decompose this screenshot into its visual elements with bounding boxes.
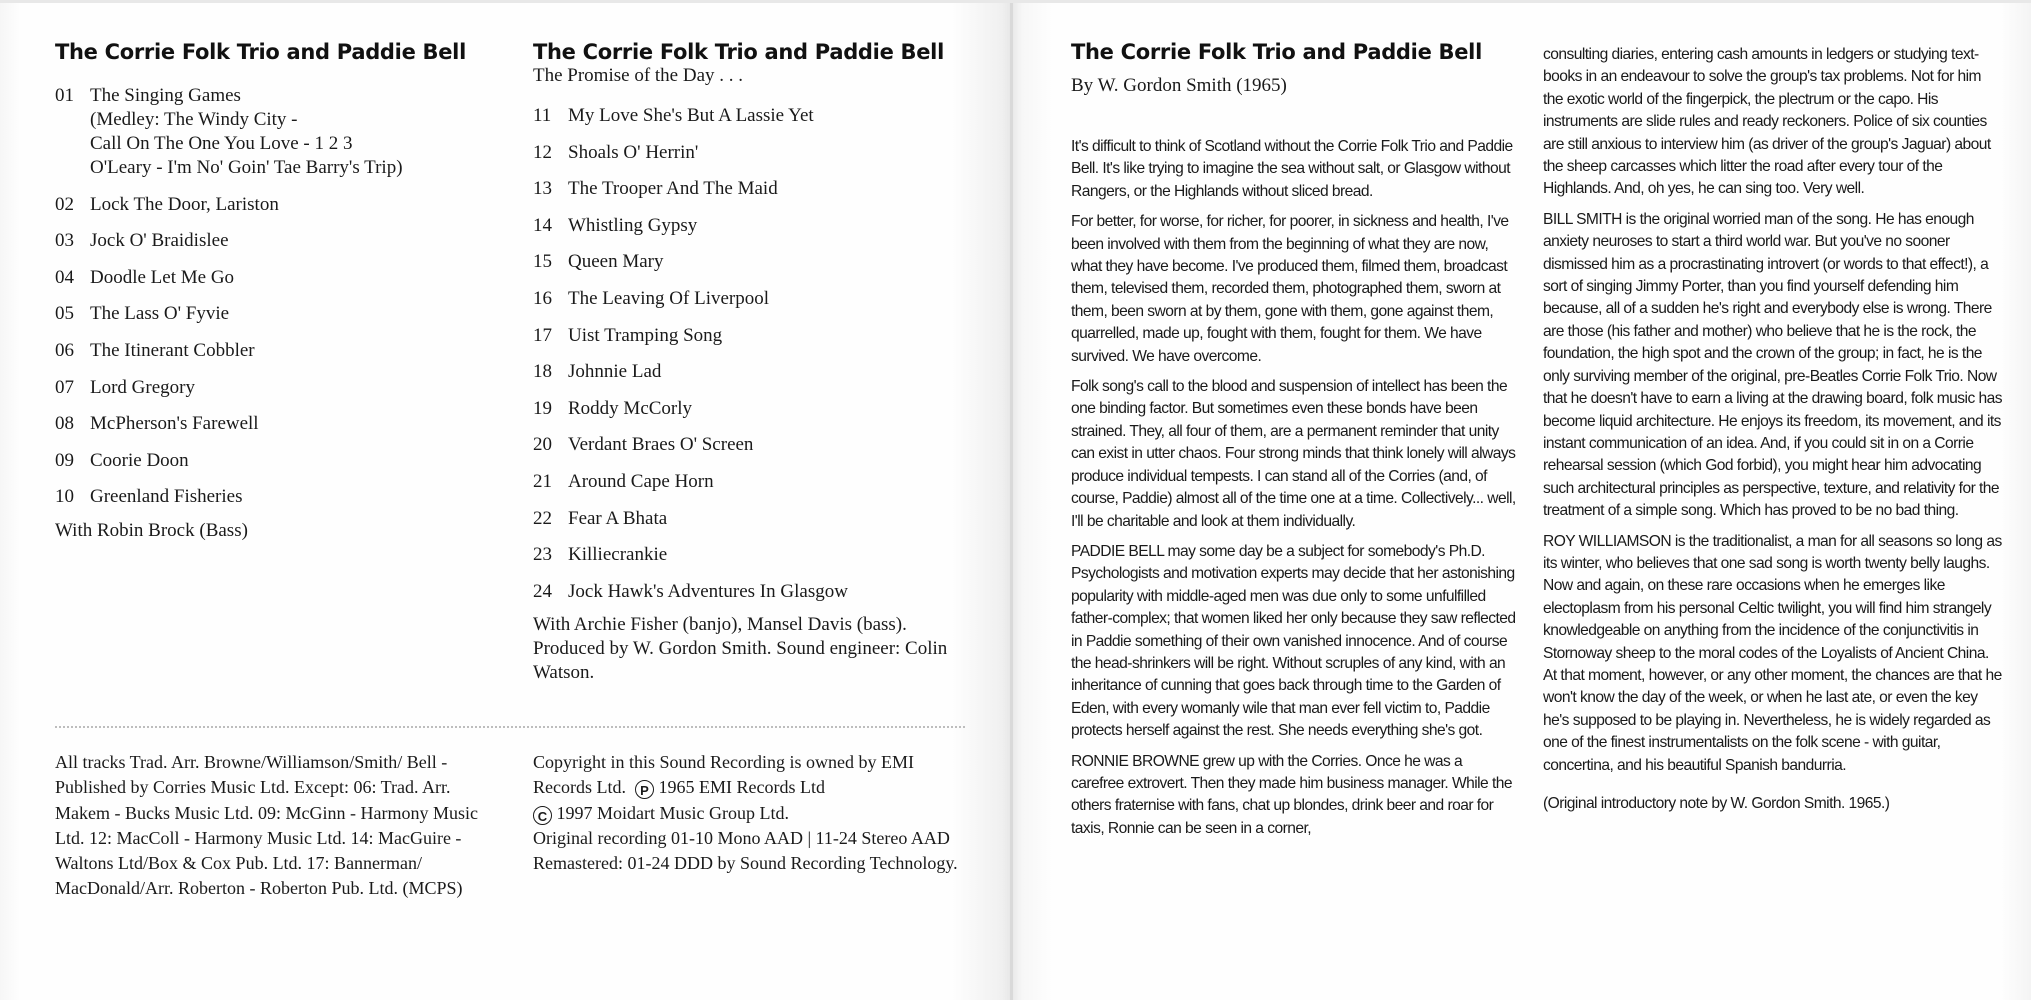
track-number: 18 [533,361,552,383]
publishing-notice: All tracks Trad. Arr. Browne/Williamson/Smith/ Bell - Published by Corries Music Ltd. Except: 06: Trad. Arr. Makem - Bucks Music Ltd. 09: McGinn - Harmony Music Ltd. 12: MacColl - Harmony Music Ltd. 14: MacGuire - Waltons Ltd/Box & Cox Pub. Ltd. 17: Bannerman/ MacDonald/Arr. Roberton - Roberton Pub. Ltd. (MCPS) [55,752,478,899]
copyright-line-1: Copyright in this Sound Recording is owned by EMI Records Ltd. [533,752,914,798]
track-number: 01 [55,85,74,106]
copyright-text: 1997 Moidart Music Group Ltd. [556,802,789,823]
track-title: Lord Gregory [90,376,195,398]
track-title: Greenland Fisheries [90,486,243,508]
band-title: The Corrie Folk Trio and Paddie Bell [1071,40,1482,64]
track-title: Roddy McCorly [568,397,693,419]
liner-paragraph: ROY WILLIAMSON is the traditionalist, a man for all seasons so long as its winter, who believes that one sad song is worth twenty belly laughs. Now and again, on these rare occasions when he emerges like electoplasm from his personal Celtic twilight, you will find him strangely knowledgeable on anything from the incidence of the conjunctivitis in Stornoway sheep to the moral codes of the Loyalists of Ancient China. At that moment, however, or any other moment, the chances are that he won't know the day of the week, or when he last ate, or even the key he's supposed to be playing in. Nevertheless, he is widely regarded as one of the finest instrumentalists on the folk scene - with guitar, concertina, and his beautiful Spanish bandurria. [1543,532,2002,774]
phonogram-text: 1965 EMI Records Ltd [658,777,825,798]
track-number: 16 [533,287,552,309]
track-title: Whistling Gypsy [568,214,698,236]
tracklist-1 [55,84,495,509]
track-number: 09 [55,449,74,471]
track-title: The Trooper And The Maid [568,178,778,200]
track-item [533,324,983,348]
track-number: 02 [55,193,74,215]
track-item [533,141,983,165]
track-number: 11 [533,105,552,126]
track-number: 05 [55,303,74,325]
track-number: 07 [55,376,74,398]
copyright-icon: C [533,806,552,825]
page-top-edge [0,0,2031,3]
band-title: The Corrie Folk Trio and Paddie Bell [533,40,944,64]
track-item [55,412,495,436]
track-title: My Love She's But A Lassie Yet [568,105,814,126]
track-number: 21 [533,470,552,492]
tracklist-2 [533,104,983,604]
bass-credit: With Robin Brock (Bass) [55,519,248,541]
liner-paragraph: It's difficult to think of Scotland without the Corrie Folk Trio and Paddie Bell. It's like trying to imagine the sea without salt, or Glasgow without Rangers, or the Highlands without sliced bread. [1071,138,1513,200]
phonogram-icon: P [635,780,654,799]
track-number: 19 [533,397,552,419]
track-number: 14 [533,214,552,236]
liner-notes-column-1 [1071,40,1516,848]
track-item [55,449,495,473]
production-credit: With Archie Fisher (banjo), Mansel Davis (bass). Produced by W. Gordon Smith. Sound engineer: Colin Watson. [533,614,948,684]
track-item [533,214,983,238]
liner-paragraph: For better, for worse, for richer, for poorer, in sickness and health, I've been involved with them from the beginning of what they are now, what they have become. I've produced them, filmed them, broadcast them, televised them, recorded them, photographed them, sworn at them, been sworn at by them, gone with them, gone against them, quarrelled, made up, fought with them, fought for them. We have survived. We have overcome. [1071,213,1509,365]
track-number: 04 [55,266,74,288]
liner-paragraph: Folk song's call to the blood and suspension of intellect has been the one binding factor. But sometimes even these bonds have been strained. They, all four of them, are a permanent reminder that unity can exist in utter chaos. Four strong minds that think lonely will always produce individual tempests. I can stand all of the Corries (and, of course, Paddie) almost all of the time one at a time. Collectively... well, I'll be charitable and look at them individually. [1071,378,1516,530]
track-item [533,287,983,311]
track-title: The Singing Games (Medley: The Windy City - Call On The One You Love - 1 2 3 O'Leary - I'm No' Goin' Tae Barry's Trip) [90,85,403,178]
track-item [533,433,983,457]
track-title: Fear A Bhata [568,507,668,529]
track-item [55,339,495,363]
track-item [55,376,495,400]
liner-notes-column-2 [1543,44,2003,815]
track-title: Verdant Braes O' Screen [568,434,754,456]
track-item [55,302,495,326]
track-title: Jock O' Braidislee [90,230,229,252]
author-byline: By W. Gordon Smith (1965) [1071,75,1287,96]
track-item [533,580,983,604]
track-item [533,397,983,421]
track-number: 22 [533,507,552,529]
track-title: The Lass O' Fyvie [90,303,230,325]
track-number: 17 [533,324,552,346]
track-item [533,250,983,274]
track-number: 13 [533,178,552,200]
track-number: 23 [533,544,552,566]
dotted-divider [55,726,965,728]
track-title: Uist Tramping Song [568,324,723,346]
liner-paragraph: consulting diaries, entering cash amounts in ledgers or studying text-books in an endeavour to solve the group's tax problems. Not for him the exotic world of the fingerpick, the plectrum or the capo. His instruments are slide rules and ready reckoners. Police of six counties are still anxious to interview him (as driver of the group's Jaguar) about the sheep carcasses which litter the road after every tour of the Highlands. And, oh yes, he can sing too. Very well. [1543,46,1991,198]
track-title: Killiecrankie [568,544,668,566]
track-number: 06 [55,339,74,361]
band-title: The Corrie Folk Trio and Paddie Bell [55,40,466,64]
track-number: 12 [533,141,552,163]
closing-note: (Original introductory note by W. Gordon Smith. 1965.) [1543,795,1890,812]
track-title: Doodle Let Me Go [90,266,235,288]
center-fold [1010,0,1013,1000]
track-number: 03 [55,230,74,252]
track-item [55,193,495,217]
track-title: Queen Mary [568,251,664,273]
track-item [533,470,983,494]
track-title: Jock Hawk's Adventures In Glasgow [568,580,848,602]
liner-paragraph: RONNIE BROWNE grew up with the Corries. Once he was a carefree extrovert. Then they made him business manager. While the others fraternise with fans, chat up blondes, drink beer and roar for taxis, Ronnie can be seen in a corner, [1071,752,1512,837]
track-item [533,177,983,201]
track-title: Shoals O' Herrin' [568,141,699,163]
liner-paragraph: BILL SMITH is the original worried man of the song. He has enough anxiety neuroses to start a third world war. But you've no sooner dismissed him as a procrastinating introvert (or words to that effect!), a sort of singing Jimmy Porter, than you find yourself defending him because, all of a sudden he's right and everybody else is wrong. There are those (his father and mother) who believe that he is the rock, the foundation, the high spot and the crown of the group; in fact, he is the only surviving member of the original, pre-Beatles Corrie Folk Trio. Now that he doesn't have to earn a living at the drawing board, folk music has become liquid architecture. He enjoys its freedom, its movement, and its instant communication of an idea. And, if you could sit in on a Corrie rehearsal session (which God forbid), you might hear him advocating such architectural principles as perspective, texture, and relativity for the treatment of a simple song. Which has proved to be no bad thing. [1543,210,2002,520]
track-title: Johnnie Lad [568,361,662,383]
album-subtitle: The Promise of the Day . . . [533,65,744,86]
track-item [533,360,983,384]
track-title: The Itinerant Cobbler [90,339,255,361]
track-number: 20 [533,434,552,456]
liner-notes-text [1071,136,1516,840]
track-title: McPherson's Farewell [90,413,259,435]
track-number: 24 [533,580,552,602]
track-item [533,104,983,128]
track-item [55,84,495,180]
track-number: 15 [533,251,552,273]
track-number: 08 [55,413,74,435]
track-number: 10 [55,486,74,508]
track-title: Coorie Doon [90,449,189,471]
copyright-notice [533,750,973,876]
tracklist-column-1 [55,40,495,543]
track-item [55,485,495,509]
track-title: Around Cape Horn [568,470,714,492]
tracklist-column-2 [533,40,983,685]
track-item [533,507,983,531]
track-title: The Leaving Of Liverpool [568,287,770,309]
track-title: Lock The Door, Lariston [90,193,279,215]
recording-info: Original recording 01-10 Mono AAD | 11-24 Stereo AAD Remastered: 01-24 DDD by Sound Recording Technology. [533,827,958,874]
track-item [55,266,495,290]
liner-paragraph: PADDIE BELL may some day be a subject for somebody's Ph.D. Psychologists and motivation experts may decide that her astonishing popularity with middle-aged men was due only to some unfulfilled father-complex; that women liked her only because they saw reflected in Paddie something of their own vanished innocence. And of course the head-shrinkers will be right. Without scruples of any kind, with an inheritance of cunning that goes back through time to the Garden of Eden, with every womanly wile that man ever fell victim to, Paddie protects herself against the rest. She needs everything she's got. [1071,542,1516,740]
track-item [55,229,495,253]
liner-notes-text-continued [1543,44,2003,777]
track-item [533,543,983,567]
